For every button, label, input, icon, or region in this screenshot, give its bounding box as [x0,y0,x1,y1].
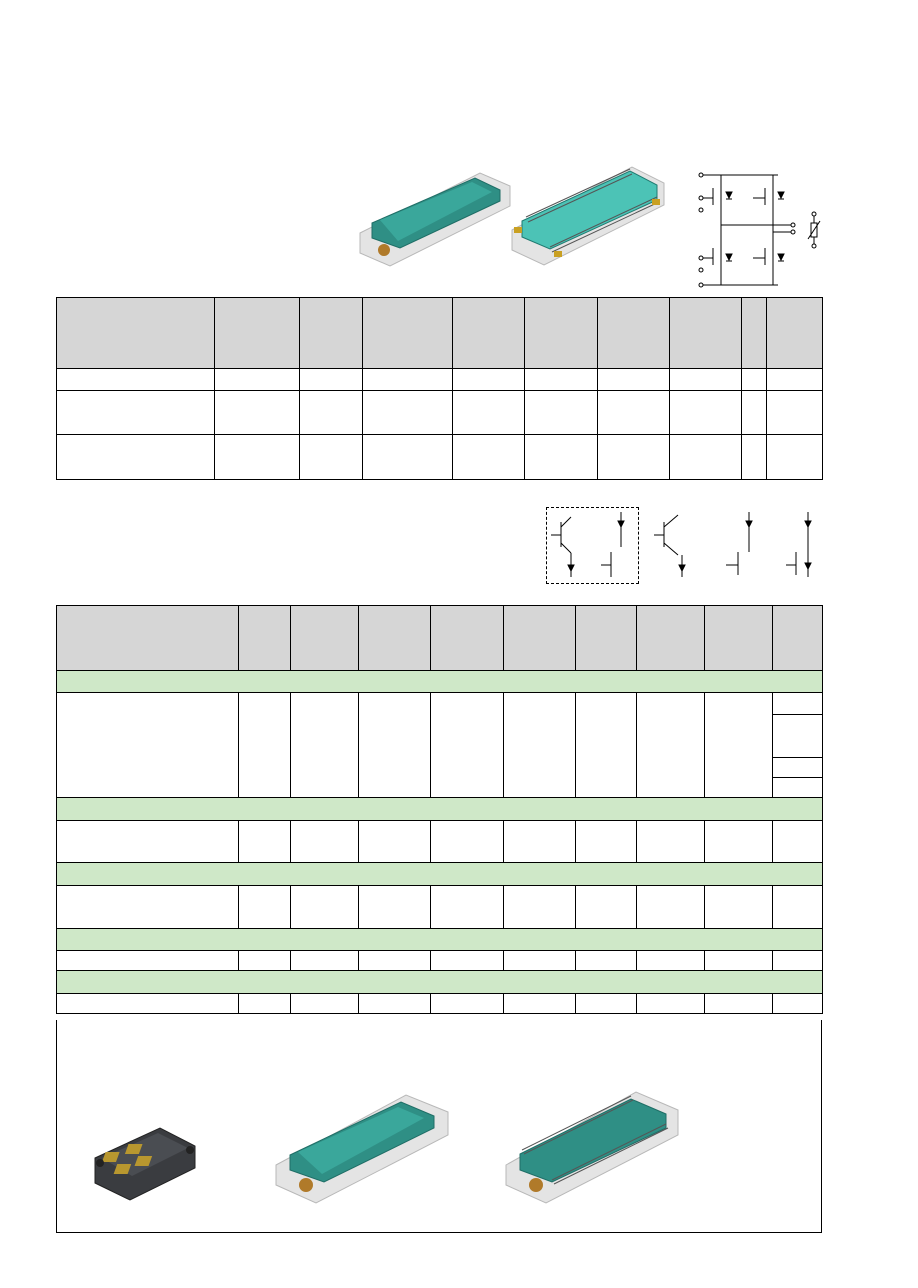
module-closed-image [360,168,520,268]
table2-row [57,821,823,863]
module-pressfit-image [512,165,672,265]
table2-row [57,693,823,715]
housing-dark-image [90,1118,200,1208]
spec-table-1 [56,297,823,480]
table2-row [57,886,823,929]
table2-section-row [57,971,823,994]
table2-section-row [57,671,823,693]
table2-header-row [57,606,823,671]
chopper-topology-symbols [546,507,816,587]
h-bridge-igbt-schematic [693,170,793,290]
spec-table-2 [56,605,823,1014]
table2-row [57,951,823,971]
table2-section-row [57,929,823,951]
table2-row [57,994,823,1014]
module-closed-image [276,1090,451,1205]
ntc-thermistor-symbol [806,211,826,251]
table1-row [57,435,823,480]
table2-section-row [57,863,823,886]
table1-row [57,391,823,435]
table2-section-row [57,798,823,821]
table1-row [57,369,823,391]
module-pressfit-image [506,1090,681,1205]
table1-header-row [57,298,823,369]
